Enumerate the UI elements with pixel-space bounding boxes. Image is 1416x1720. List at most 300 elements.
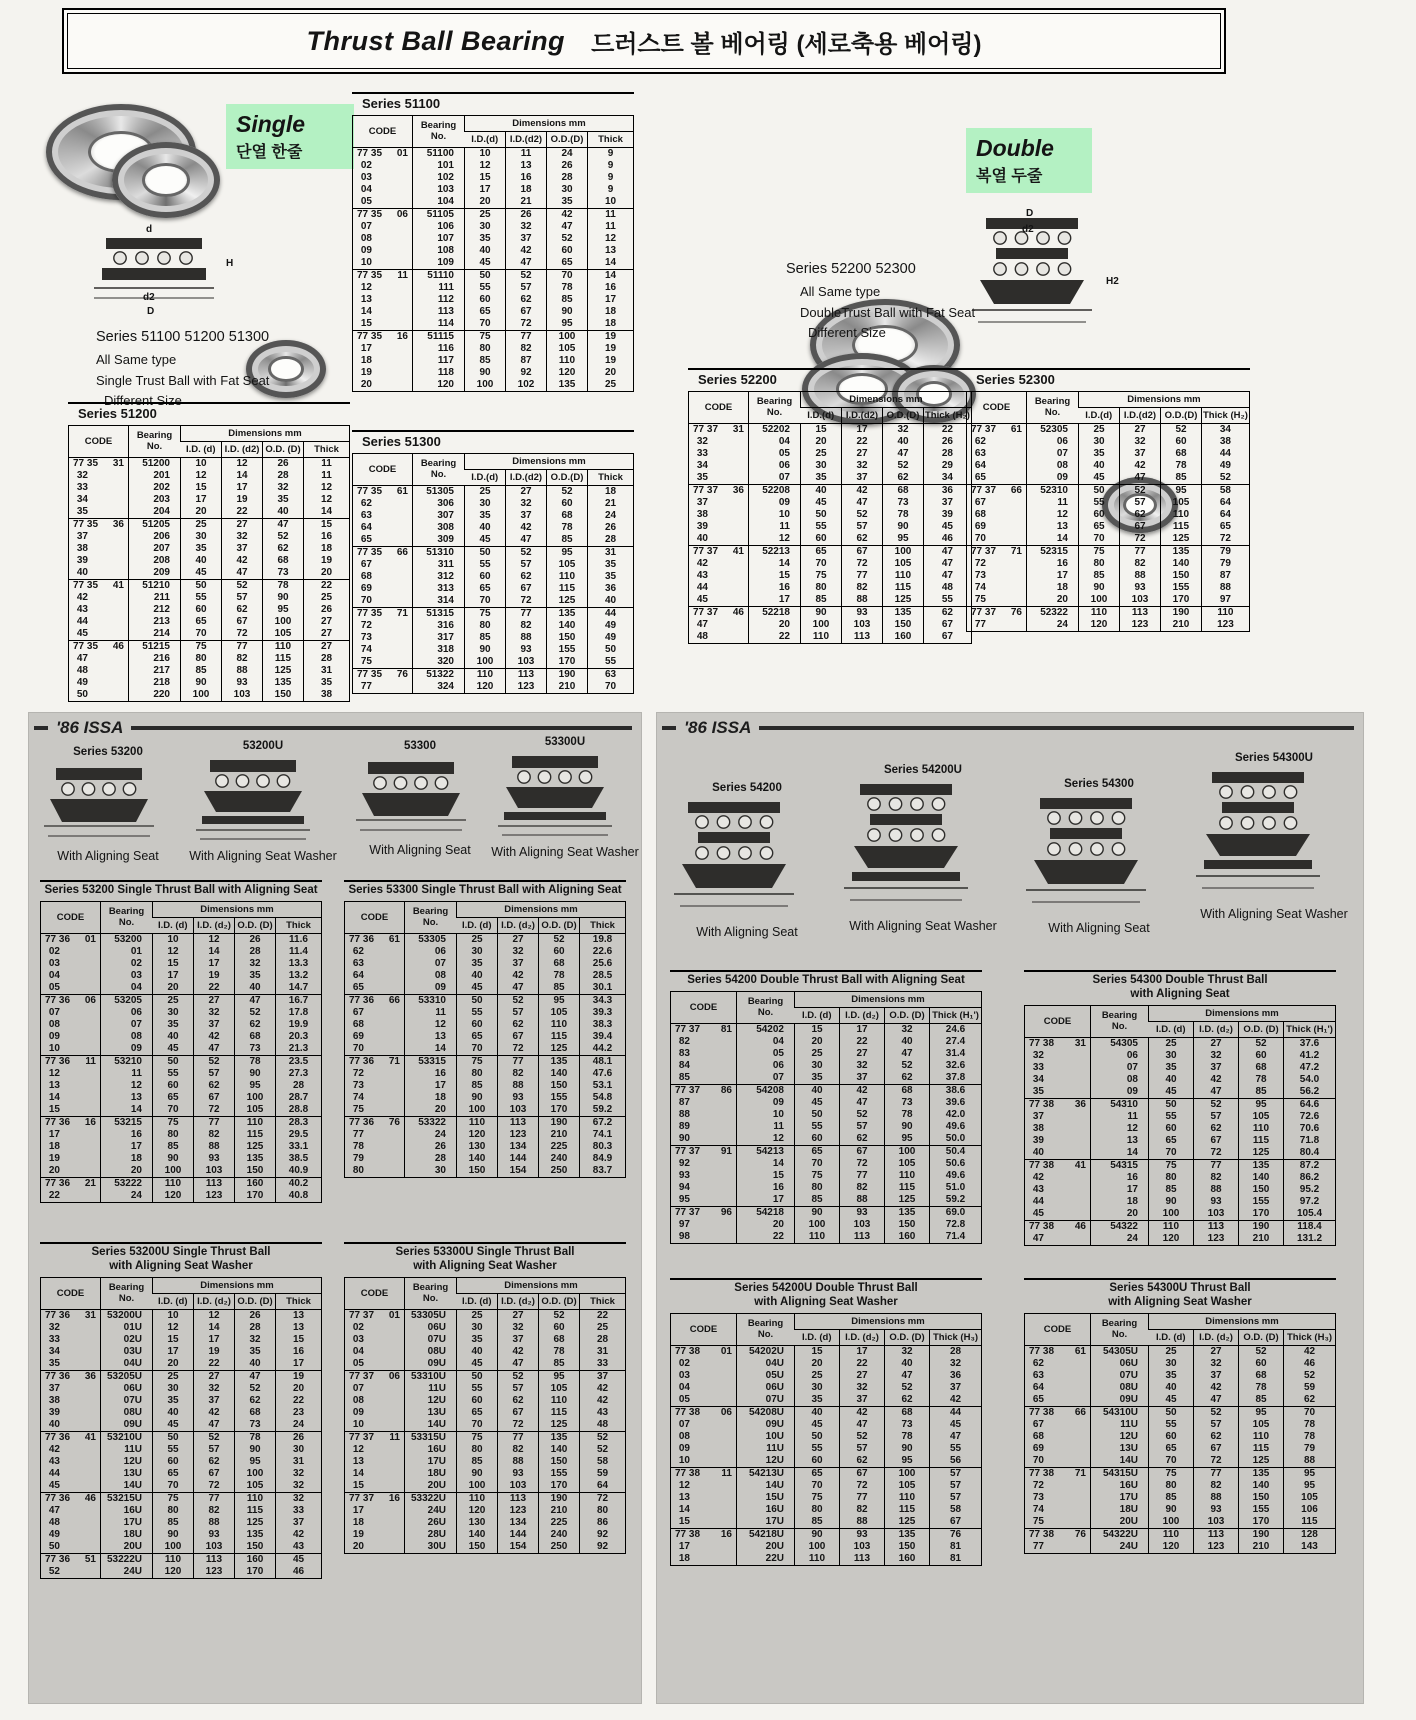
code-suffix: 07 bbox=[678, 1418, 690, 1430]
bearing-no-cell: 53310U bbox=[405, 1370, 457, 1383]
diagram-54200 bbox=[664, 782, 830, 939]
thick-cell: 12 bbox=[304, 482, 350, 494]
id-d2-cell: 47 bbox=[498, 982, 539, 995]
id-d-cell: 80 bbox=[153, 1505, 194, 1517]
id-d-cell: 110 bbox=[457, 1492, 498, 1505]
bearing-no-cell: 53205 bbox=[101, 994, 153, 1007]
table-title-line: with Aligning Seat bbox=[1130, 987, 1230, 1000]
id-d-cell: 100 bbox=[457, 1480, 498, 1493]
table-row bbox=[353, 282, 634, 294]
code-wrap bbox=[357, 522, 408, 534]
id-d2-cell: 22 bbox=[840, 1036, 885, 1048]
id-d-cell: 50 bbox=[801, 509, 842, 521]
double-type-tag bbox=[966, 128, 1092, 193]
thick-cell: 24 bbox=[276, 1419, 322, 1432]
code-wrap bbox=[349, 1165, 400, 1177]
code-wrap bbox=[349, 1056, 400, 1068]
code-suffix: 47 bbox=[1032, 1232, 1044, 1244]
thick-cell: 14 bbox=[304, 506, 350, 519]
code-suffix: 67 bbox=[360, 558, 372, 570]
thick-cell: 19 bbox=[588, 330, 634, 343]
id-d2-cell: 123 bbox=[498, 1129, 539, 1141]
code-wrap bbox=[45, 1092, 96, 1104]
od-cell: 210 bbox=[1239, 1233, 1284, 1246]
od-cell: 85 bbox=[539, 1358, 580, 1371]
table-row bbox=[671, 1060, 982, 1072]
bearing-no-cell: 13U bbox=[1091, 1443, 1149, 1455]
code-cell bbox=[345, 1517, 405, 1529]
od-cell: 105 bbox=[1239, 1419, 1284, 1431]
code-cell bbox=[345, 1407, 405, 1419]
code-cell bbox=[353, 644, 413, 656]
od-cell: 28 bbox=[235, 946, 276, 958]
table-header bbox=[967, 391, 1250, 423]
id-d-cell: 40 bbox=[1149, 1382, 1194, 1394]
id-d-cell: 130 bbox=[457, 1517, 498, 1529]
series-53200u-table bbox=[40, 1242, 322, 1579]
id-d2-cell: 37 bbox=[840, 1394, 885, 1407]
od-cell: 150 bbox=[885, 1541, 930, 1553]
id-d2-cell: 103 bbox=[506, 656, 547, 669]
id-d2-cell: 103 bbox=[1194, 1516, 1239, 1529]
thick-cell: 31 bbox=[588, 546, 634, 559]
bearing-table bbox=[68, 402, 350, 702]
id-d-cell: 30 bbox=[457, 946, 498, 958]
row-group bbox=[353, 330, 634, 391]
code-prefix: 77 38 bbox=[1029, 1159, 1055, 1171]
thick-cell: 40.8 bbox=[276, 1190, 322, 1203]
table-row bbox=[69, 677, 350, 689]
id-d-cell: 50 bbox=[457, 1370, 498, 1383]
id-d2-cell: 62 bbox=[842, 533, 883, 546]
code-prefix: 77 38 bbox=[1029, 1037, 1055, 1049]
code-suffix: 63 bbox=[352, 957, 364, 969]
thick-cell: 46 bbox=[924, 533, 972, 546]
id-d-cell: 30 bbox=[457, 1322, 498, 1334]
thick-cell: 18 bbox=[588, 306, 634, 318]
code-cell bbox=[353, 571, 413, 583]
code-wrap bbox=[693, 460, 744, 472]
code-wrap bbox=[675, 1133, 732, 1145]
bearing-no-cell: 54208 bbox=[737, 1084, 795, 1097]
code-wrap bbox=[357, 379, 408, 391]
id-d2-cell: 42 bbox=[840, 1406, 885, 1419]
bearing-no-cell: 207 bbox=[129, 543, 181, 555]
id-d2-cell: 37 bbox=[194, 1395, 235, 1407]
code-cell bbox=[671, 1145, 737, 1158]
od-cell: 28 bbox=[263, 470, 304, 482]
od-cell: 125 bbox=[539, 1419, 580, 1432]
code-suffix: 33 bbox=[48, 1333, 60, 1345]
row-group bbox=[345, 994, 626, 1055]
bearing-no-cell: 20 bbox=[1091, 1208, 1149, 1221]
bearing-label: No. bbox=[118, 917, 135, 929]
bearing-label: Bearing bbox=[108, 906, 145, 918]
code-suffix: 40 bbox=[696, 532, 708, 544]
code-cell bbox=[69, 579, 129, 592]
bearing-no-cell: 16U bbox=[1091, 1480, 1149, 1492]
thick-cell: 30.1 bbox=[580, 982, 626, 995]
id-d-cell: 80 bbox=[1149, 1480, 1194, 1492]
code-wrap bbox=[45, 1456, 96, 1468]
code-suffix: 92 bbox=[678, 1157, 690, 1169]
thick-cell: 28.7 bbox=[276, 1092, 322, 1104]
thick-cell: 67 bbox=[924, 631, 972, 644]
od-cell: 160 bbox=[235, 1177, 276, 1190]
od-cell: 135 bbox=[547, 379, 588, 392]
table-row bbox=[967, 423, 1250, 436]
id-d2-cell: 77 bbox=[842, 570, 883, 582]
thick-cell: 58 bbox=[930, 1504, 982, 1516]
code-suffix: 75 bbox=[1032, 1515, 1044, 1527]
thick-cell: 13 bbox=[276, 1309, 322, 1322]
od-cell: 105 bbox=[885, 1480, 930, 1492]
row-group bbox=[41, 1177, 322, 1202]
bearing-no-cell: 54322 bbox=[1091, 1220, 1149, 1233]
bearing-no-cell: 16U bbox=[405, 1444, 457, 1456]
id-d2-cell: 72 bbox=[1194, 1147, 1239, 1160]
code-prefix: 77 35 bbox=[73, 518, 99, 530]
od-cell: 110 bbox=[883, 570, 924, 582]
column-header: Thick (H₃) bbox=[1284, 1329, 1336, 1345]
table-row bbox=[69, 531, 350, 543]
bearing-label: No. bbox=[757, 1007, 774, 1019]
id-d-cell: 75 bbox=[457, 1431, 498, 1444]
id-d-cell: 30 bbox=[1079, 436, 1120, 448]
thick-cell: 13 bbox=[588, 245, 634, 257]
id-d2-cell: 72 bbox=[1120, 533, 1161, 546]
code-cell bbox=[41, 1419, 101, 1432]
code-wrap bbox=[45, 1310, 96, 1322]
column-header: O.D. (D) bbox=[539, 917, 580, 933]
code-suffix: 62 bbox=[1032, 1357, 1044, 1369]
thick-cell: 19 bbox=[588, 355, 634, 367]
series-51200-table bbox=[68, 402, 350, 702]
thick-cell: 49.6 bbox=[930, 1170, 982, 1182]
table-row bbox=[41, 1177, 322, 1190]
id-d2-cell: 42 bbox=[194, 1031, 235, 1043]
id-d-cell: 40 bbox=[181, 555, 222, 567]
od-cell: 60 bbox=[547, 498, 588, 510]
id-d2-cell: 19 bbox=[222, 494, 263, 506]
id-d-cell: 70 bbox=[1149, 1455, 1194, 1468]
table-row bbox=[69, 628, 350, 641]
table-title-line: with Aligning Seat Washer bbox=[413, 1259, 557, 1272]
bearing-no-cell: 11U bbox=[101, 1444, 153, 1456]
id-d-cell: 35 bbox=[801, 472, 842, 485]
thick-cell: 45 bbox=[930, 1419, 982, 1431]
table-row bbox=[671, 1231, 982, 1244]
od-cell: 125 bbox=[1239, 1455, 1284, 1468]
bearing-no-cell: 11 bbox=[1091, 1111, 1149, 1123]
code-cell bbox=[41, 1431, 101, 1444]
column-header: I.D.(d) bbox=[801, 407, 842, 423]
code-cell bbox=[69, 482, 129, 494]
id-d2-cell: 72 bbox=[840, 1158, 885, 1170]
table-row bbox=[41, 1517, 322, 1529]
row-group bbox=[41, 1492, 322, 1553]
code-cell bbox=[671, 1219, 737, 1231]
code-suffix: 18 bbox=[352, 1516, 364, 1528]
code-wrap bbox=[45, 1322, 96, 1334]
thick-cell: 25.6 bbox=[580, 958, 626, 970]
id-d-cell: 55 bbox=[457, 1007, 498, 1019]
id-d2-cell: 88 bbox=[1194, 1184, 1239, 1196]
code-cell bbox=[345, 1129, 405, 1141]
thick-cell: 47.6 bbox=[580, 1068, 626, 1080]
column-header: Thick (H₁') bbox=[930, 1007, 982, 1023]
code-wrap bbox=[675, 1407, 732, 1419]
id-d-cell: 20 bbox=[153, 1358, 194, 1371]
od-cell: 78 bbox=[885, 1109, 930, 1121]
code-wrap bbox=[675, 1048, 732, 1060]
id-d2-cell: 88 bbox=[498, 1456, 539, 1468]
code-prefix: 77 38 bbox=[1029, 1406, 1055, 1418]
code-prefix: 77 35 bbox=[357, 147, 383, 159]
code-wrap bbox=[1029, 1123, 1086, 1135]
thick-cell: 33.1 bbox=[276, 1141, 322, 1153]
code-wrap bbox=[349, 1092, 400, 1104]
id-d-cell: 85 bbox=[801, 594, 842, 607]
id-d2-cell: 32 bbox=[1194, 1050, 1239, 1062]
table-row bbox=[1025, 1370, 1336, 1382]
bearing-no-cell: 13 bbox=[1027, 521, 1079, 533]
table-row bbox=[689, 631, 972, 644]
code-wrap bbox=[675, 1207, 732, 1219]
id-d2-cell: 47 bbox=[194, 1419, 235, 1432]
code-cell bbox=[41, 1480, 101, 1493]
code-suffix: 14 bbox=[360, 305, 372, 317]
row-group bbox=[689, 423, 972, 484]
thick-cell: 21.3 bbox=[276, 1043, 322, 1056]
series-51300-table bbox=[352, 430, 634, 694]
id-d2-cell: 42 bbox=[498, 1346, 539, 1358]
code-wrap bbox=[357, 367, 408, 379]
bearing-no-cell: 07 bbox=[1091, 1062, 1149, 1074]
thick-cell: 43 bbox=[580, 1407, 626, 1419]
code-wrap bbox=[675, 1085, 732, 1097]
id-d-cell: 55 bbox=[795, 1443, 840, 1455]
bearing-no-cell: 53205U bbox=[101, 1370, 153, 1383]
id-d-cell: 85 bbox=[795, 1194, 840, 1207]
code-suffix: 71 bbox=[1074, 1467, 1086, 1479]
code-cell bbox=[689, 460, 749, 472]
page-title: Thrust Ball Bearing bbox=[306, 25, 566, 56]
code-wrap bbox=[1029, 1086, 1086, 1098]
thick-cell: 22.6 bbox=[580, 946, 626, 958]
bearing-no-header bbox=[1091, 1313, 1149, 1345]
bearing-no-cell: 11 bbox=[405, 1007, 457, 1019]
code-cell bbox=[41, 1456, 101, 1468]
code-suffix: 36 bbox=[112, 518, 124, 530]
row-group bbox=[69, 457, 350, 518]
table-title-line: Series 51300 bbox=[362, 434, 441, 449]
code-cell bbox=[345, 994, 405, 1007]
code-wrap bbox=[349, 1031, 400, 1043]
od-cell: 47 bbox=[547, 221, 588, 233]
thick-cell: 32 bbox=[276, 1480, 322, 1493]
table-row bbox=[69, 457, 350, 470]
bearing-no-cell: 324 bbox=[413, 681, 465, 694]
row-group bbox=[967, 423, 1250, 484]
column-header: O.D. (D) bbox=[1239, 1329, 1284, 1345]
code-cell bbox=[345, 1541, 405, 1554]
table-row bbox=[353, 172, 634, 184]
code-suffix: 13 bbox=[360, 293, 372, 305]
code-wrap bbox=[73, 628, 124, 640]
code-cell bbox=[1025, 1135, 1091, 1147]
series-53200-table bbox=[40, 880, 322, 1203]
code-cell bbox=[41, 1104, 101, 1117]
code-wrap bbox=[45, 1190, 96, 1202]
code-wrap bbox=[45, 1129, 96, 1141]
thick-cell: 22 bbox=[580, 1309, 626, 1322]
table-row bbox=[41, 1456, 322, 1468]
id-d-cell: 80 bbox=[457, 1444, 498, 1456]
thick-cell: 53.1 bbox=[580, 1080, 626, 1092]
thick-cell: 46 bbox=[1284, 1358, 1336, 1370]
thick-cell: 18 bbox=[588, 318, 634, 331]
od-cell: 110 bbox=[235, 1492, 276, 1505]
id-d-cell: 75 bbox=[153, 1492, 194, 1505]
row-group bbox=[353, 147, 634, 208]
id-d2-cell: 32 bbox=[840, 1060, 885, 1072]
table-row bbox=[41, 1419, 322, 1432]
thick-cell: 32 bbox=[276, 1468, 322, 1480]
thick-cell: 31 bbox=[304, 665, 350, 677]
table-row bbox=[671, 1084, 982, 1097]
id-d-cell: 50 bbox=[457, 994, 498, 1007]
table-row bbox=[353, 485, 634, 498]
code-suffix: 34 bbox=[76, 493, 88, 505]
code-suffix: 39 bbox=[48, 1406, 60, 1418]
code-cell bbox=[671, 1121, 737, 1133]
code-wrap bbox=[45, 946, 96, 958]
thick-cell: 44 bbox=[930, 1406, 982, 1419]
table-grid bbox=[670, 1313, 982, 1566]
thick-cell: 52 bbox=[1284, 1370, 1336, 1382]
thick-cell: 88 bbox=[1202, 582, 1250, 594]
table-row bbox=[69, 482, 350, 494]
code-cell bbox=[345, 982, 405, 995]
table-row bbox=[1025, 1443, 1336, 1455]
id-d-cell: 80 bbox=[1149, 1172, 1194, 1184]
page-title-korean: 드러스트 볼 베어링 (세로축용 베어링) bbox=[591, 30, 982, 58]
diagram-label: Series 54300U bbox=[1234, 752, 1313, 764]
code-suffix: 68 bbox=[360, 570, 372, 582]
code-prefix: 77 35 bbox=[357, 485, 383, 497]
id-d-cell: 35 bbox=[181, 543, 222, 555]
thick-cell: 21 bbox=[588, 498, 634, 510]
code-wrap bbox=[675, 1121, 732, 1133]
id-d-cell: 40 bbox=[1149, 1074, 1194, 1086]
code-wrap bbox=[675, 1419, 732, 1431]
code-suffix: 31 bbox=[84, 1309, 96, 1321]
code-suffix: 32 bbox=[696, 435, 708, 447]
id-d-cell: 50 bbox=[181, 579, 222, 592]
code-wrap bbox=[675, 1097, 732, 1109]
code-wrap bbox=[45, 1334, 96, 1346]
table-row bbox=[345, 1456, 626, 1468]
id-d2-cell: 42 bbox=[194, 1407, 235, 1419]
thick-cell: 106 bbox=[1284, 1504, 1336, 1516]
bearing-no-cell: 14U bbox=[1091, 1455, 1149, 1468]
row-group bbox=[345, 1116, 626, 1177]
table-row bbox=[41, 946, 322, 958]
code-wrap bbox=[349, 995, 400, 1007]
column-header: I.D. (d) bbox=[457, 1293, 498, 1309]
code-cell bbox=[689, 631, 749, 644]
code-cell bbox=[689, 582, 749, 594]
id-d-cell: 60 bbox=[795, 1455, 840, 1468]
code-suffix: 41 bbox=[112, 579, 124, 591]
id-d2-cell: 22 bbox=[222, 506, 263, 519]
bearing-no-header bbox=[405, 901, 457, 933]
dimensions-header: Dimensions mm bbox=[1149, 1005, 1336, 1021]
bearing-no-cell: 13U bbox=[101, 1468, 153, 1480]
code-wrap bbox=[971, 619, 1022, 631]
table-row bbox=[69, 579, 350, 592]
od-cell: 95 bbox=[1161, 484, 1202, 497]
code-suffix: 16 bbox=[720, 1528, 732, 1540]
od-cell: 125 bbox=[539, 1043, 580, 1056]
code-cell bbox=[1025, 1233, 1091, 1246]
code-prefix: 77 37 bbox=[675, 1145, 701, 1157]
column-header: Thick bbox=[580, 1293, 626, 1309]
diagram-label: 53200U bbox=[242, 740, 284, 752]
od-cell: 26 bbox=[547, 160, 588, 172]
code-cell bbox=[689, 606, 749, 619]
od-cell: 125 bbox=[885, 1516, 930, 1529]
bearing-no-cell: 10 bbox=[749, 509, 801, 521]
code-cell bbox=[1025, 1172, 1091, 1184]
code-wrap bbox=[73, 506, 124, 518]
code-suffix: 50 bbox=[76, 688, 88, 700]
column-header: I.D. (d) bbox=[1149, 1329, 1194, 1345]
code-cell bbox=[689, 423, 749, 436]
id-d-cell: 70 bbox=[465, 595, 506, 608]
thick-cell: 20.3 bbox=[276, 1031, 322, 1043]
id-d-cell: 45 bbox=[801, 497, 842, 509]
od-cell: 150 bbox=[235, 1541, 276, 1554]
table-row bbox=[353, 233, 634, 245]
od-cell: 115 bbox=[1239, 1443, 1284, 1455]
code-wrap bbox=[1029, 1492, 1086, 1504]
table-row bbox=[1025, 1528, 1336, 1541]
table-row bbox=[689, 570, 972, 582]
od-cell: 115 bbox=[883, 582, 924, 594]
bearing-no-cell: 22 bbox=[737, 1231, 795, 1244]
table-header bbox=[1025, 1313, 1336, 1345]
table-row bbox=[41, 1505, 322, 1517]
diagram-label: 53300U bbox=[544, 736, 586, 748]
id-d2-cell: 77 bbox=[1194, 1159, 1239, 1172]
code-wrap bbox=[675, 1541, 732, 1553]
thick-cell: 13.3 bbox=[276, 958, 322, 970]
code-suffix: 03 bbox=[352, 1333, 364, 1345]
code-header: CODE bbox=[353, 453, 413, 485]
code-wrap bbox=[349, 1505, 400, 1517]
od-cell: 73 bbox=[885, 1419, 930, 1431]
row-group bbox=[1025, 1220, 1336, 1245]
id-d2-cell: 72 bbox=[506, 318, 547, 331]
id-d-cell: 65 bbox=[1149, 1443, 1194, 1455]
desc-line: Different Size bbox=[808, 324, 886, 340]
code-cell bbox=[41, 1080, 101, 1092]
code-cell bbox=[69, 689, 129, 702]
id-d-cell: 85 bbox=[153, 1517, 194, 1529]
code-suffix: 34 bbox=[48, 1345, 60, 1357]
